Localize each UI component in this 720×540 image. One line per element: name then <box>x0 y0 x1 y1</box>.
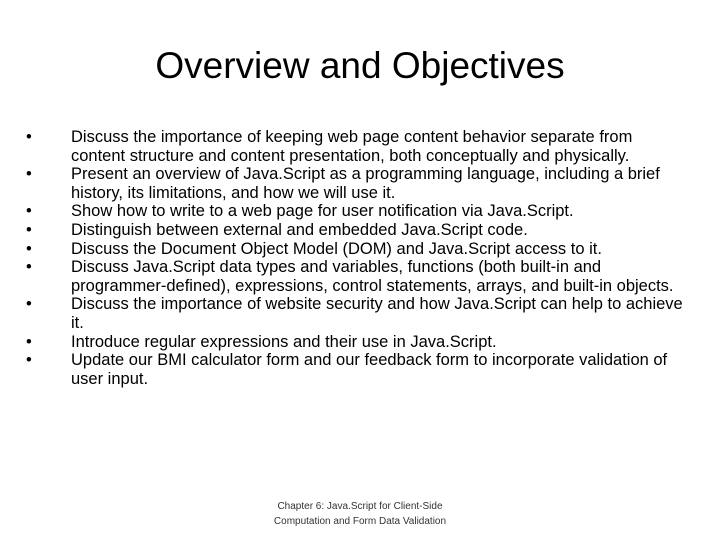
bullet-text: Show how to write to a web page for user notification via Java.Script. <box>71 202 574 221</box>
bullet-list <box>26 128 688 388</box>
footer-line-1: Chapter 6: Java.Script for Client-Side <box>277 501 443 512</box>
bullet-icon: • <box>26 295 32 314</box>
bullet-item <box>26 128 688 165</box>
bullet-item <box>26 165 688 202</box>
bullet-text: Update our BMI calculator form and our feedback form to incorporate validation of user input. <box>71 351 668 388</box>
bullet-item <box>26 240 688 259</box>
bullet-text: Present an overview of Java.Script as a programming language, including a brief history, its limitations, and how we will use it. <box>71 165 660 202</box>
bullet-item <box>26 333 688 352</box>
bullet-text: Discuss the importance of website security and how Java.Script can help to achieve it. <box>71 295 683 332</box>
bullet-icon: • <box>26 258 32 277</box>
bullet-icon: • <box>26 351 32 370</box>
bullet-icon: • <box>26 202 32 221</box>
footer-line-2: Computation and Form Data Validation <box>273 516 447 527</box>
bullet-icon: • <box>26 128 32 146</box>
slide-footer <box>240 499 480 529</box>
bullet-icon: • <box>26 165 32 184</box>
bullet-item <box>26 295 688 332</box>
bullet-text: Discuss Java.Script data types and variables, functions (both built-in and programmer-defined), expressions, control statements, arrays, and built-in objects. <box>71 258 674 295</box>
bullet-icon: • <box>26 220 32 239</box>
bullet-icon: • <box>26 332 32 351</box>
bullet-text: Discuss the importance of keeping web page content behavior separate from content structure and content presentation, both conceptually and physically. <box>71 128 633 165</box>
bullet-item <box>26 351 688 388</box>
bullet-icon: • <box>26 239 32 258</box>
bullet-item <box>26 202 688 221</box>
bullet-text: Discuss the Document Object Model (DOM) and Java.Script access to it. <box>71 239 602 258</box>
bullet-text: Introduce regular expressions and their use in Java.Script. <box>71 332 497 351</box>
bullet-text: Distinguish between external and embedded Java.Script code. <box>71 220 528 239</box>
slide-title: Overview and Objectives <box>155 45 565 86</box>
bullet-item <box>26 258 688 295</box>
bullet-item <box>26 221 688 240</box>
